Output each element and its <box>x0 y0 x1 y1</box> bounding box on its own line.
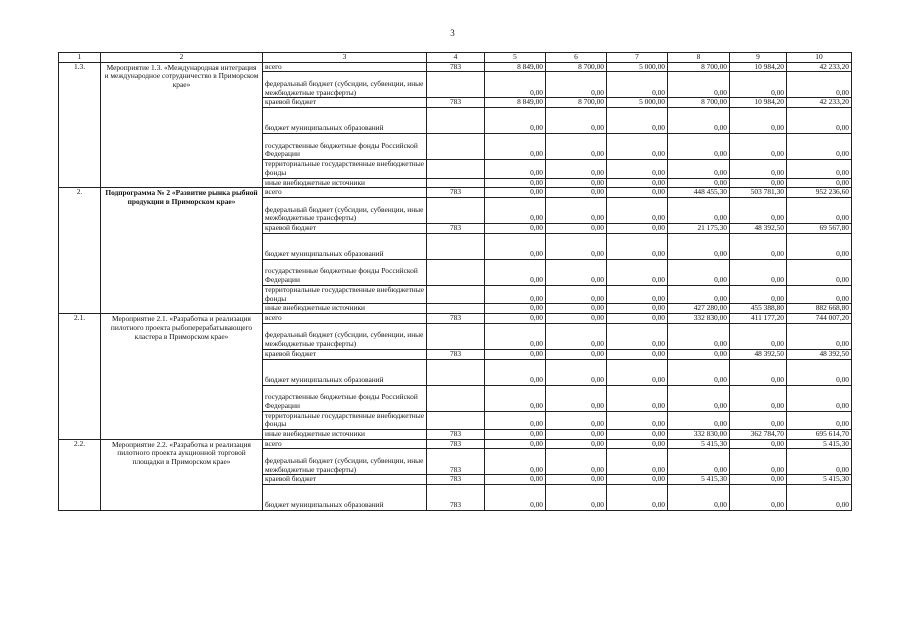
page-number: 3 <box>450 28 455 38</box>
header-cell: 6 <box>546 53 607 63</box>
amount-cell: 0,00 <box>485 485 546 511</box>
amount-cell: 952 236,60 <box>787 188 852 198</box>
amount-cell: 0,00 <box>730 485 787 511</box>
amount-cell: 8 700,00 <box>546 62 607 72</box>
funding-source: краевой бюджет <box>263 224 427 234</box>
amount-cell: 0,00 <box>730 72 787 98</box>
amount-cell: 0,00 <box>787 385 852 411</box>
table-row <box>59 314 852 324</box>
amount-cell: 695 614,70 <box>787 430 852 440</box>
amount-cell: 0,00 <box>730 198 787 224</box>
amount-cell: 0,00 <box>607 485 668 511</box>
budget-code: 783 <box>427 449 485 475</box>
budget-code <box>427 72 485 98</box>
amount-cell: 332 830,00 <box>668 430 730 440</box>
amount-cell: 0,00 <box>546 188 607 198</box>
item-number: 2. <box>59 188 101 314</box>
amount-cell: 5 415,30 <box>668 439 730 449</box>
amount-cell: 0,00 <box>485 224 546 234</box>
table-row <box>59 188 852 198</box>
header-cell: 2 <box>101 53 263 63</box>
amount-cell: 0,00 <box>730 439 787 449</box>
amount-cell: 5 000,00 <box>607 62 668 72</box>
amount-cell: 0,00 <box>668 134 730 160</box>
table-row <box>59 62 852 72</box>
amount-cell: 0,00 <box>485 304 546 314</box>
amount-cell: 0,00 <box>607 72 668 98</box>
amount-cell: 0,00 <box>668 449 730 475</box>
amount-cell: 0,00 <box>607 233 668 259</box>
amount-cell: 0,00 <box>787 160 852 178</box>
budget-code <box>427 178 485 188</box>
header-cell: 5 <box>485 53 546 63</box>
amount-cell: 0,00 <box>607 134 668 160</box>
budget-code: 783 <box>427 188 485 198</box>
budget-code: 783 <box>427 224 485 234</box>
header-cell: 10 <box>787 53 852 63</box>
amount-cell: 0,00 <box>787 178 852 188</box>
amount-cell: 0,00 <box>546 304 607 314</box>
amount-cell: 0,00 <box>787 323 852 349</box>
amount-cell: 0,00 <box>787 449 852 475</box>
amount-cell: 0,00 <box>485 430 546 440</box>
funding-source: территориальные государственные внебюджетные фонды <box>263 411 427 429</box>
budget-code <box>427 323 485 349</box>
amount-cell: 8 700,00 <box>668 98 730 108</box>
budget-code <box>427 108 485 134</box>
amount-cell: 0,00 <box>787 198 852 224</box>
amount-cell: 332 830,00 <box>668 314 730 324</box>
header-cell: 8 <box>668 53 730 63</box>
amount-cell: 0,00 <box>668 411 730 429</box>
amount-cell: 48 392,50 <box>730 224 787 234</box>
amount-cell: 0,00 <box>607 108 668 134</box>
funding-source: бюджет муниципальных образований <box>263 359 427 385</box>
amount-cell: 0,00 <box>730 134 787 160</box>
amount-cell: 0,00 <box>485 233 546 259</box>
amount-cell: 42 233,20 <box>787 62 852 72</box>
amount-cell: 0,00 <box>546 349 607 359</box>
amount-cell: 0,00 <box>607 349 668 359</box>
budget-code <box>427 134 485 160</box>
budget-code <box>427 411 485 429</box>
funding-source: краевой бюджет <box>263 349 427 359</box>
budget-code: 783 <box>427 485 485 511</box>
amount-cell: 0,00 <box>546 323 607 349</box>
amount-cell: 69 567,80 <box>787 224 852 234</box>
amount-cell: 8 849,00 <box>485 98 546 108</box>
amount-cell: 5 415,30 <box>668 475 730 485</box>
amount-cell: 448 455,30 <box>668 188 730 198</box>
amount-cell: 0,00 <box>787 485 852 511</box>
funding-source: государственные бюджетные фонды Российской Федерации <box>263 134 427 160</box>
table-row <box>59 439 852 449</box>
amount-cell: 0,00 <box>607 439 668 449</box>
amount-cell: 0,00 <box>546 259 607 285</box>
amount-cell: 0,00 <box>787 259 852 285</box>
amount-cell: 0,00 <box>607 430 668 440</box>
amount-cell: 0,00 <box>787 285 852 303</box>
amount-cell: 48 392,50 <box>787 349 852 359</box>
header-cell: 4 <box>427 53 485 63</box>
budget-code <box>427 304 485 314</box>
amount-cell: 0,00 <box>485 160 546 178</box>
funding-source: государственные бюджетные фонды Российской Федерации <box>263 259 427 285</box>
funding-source: бюджет муниципальных образований <box>263 485 427 511</box>
amount-cell: 0,00 <box>787 72 852 98</box>
amount-cell: 0,00 <box>668 160 730 178</box>
amount-cell: 0,00 <box>607 259 668 285</box>
amount-cell: 0,00 <box>668 178 730 188</box>
funding-source: краевой бюджет <box>263 475 427 485</box>
budget-code <box>427 285 485 303</box>
amount-cell: 48 392,50 <box>730 349 787 359</box>
amount-cell: 0,00 <box>730 449 787 475</box>
funding-source: всего <box>263 188 427 198</box>
amount-cell: 411 177,20 <box>730 314 787 324</box>
budget-code: 783 <box>427 314 485 324</box>
table-body <box>59 53 852 511</box>
amount-cell: 0,00 <box>546 430 607 440</box>
budget-code <box>427 259 485 285</box>
amount-cell: 0,00 <box>730 160 787 178</box>
amount-cell: 0,00 <box>546 72 607 98</box>
amount-cell: 0,00 <box>485 411 546 429</box>
amount-cell: 0,00 <box>607 449 668 475</box>
amount-cell: 0,00 <box>546 385 607 411</box>
amount-cell: 0,00 <box>668 233 730 259</box>
amount-cell: 0,00 <box>485 475 546 485</box>
amount-cell: 0,00 <box>546 314 607 324</box>
funding-source: территориальные государственные внебюджетные фонды <box>263 285 427 303</box>
amount-cell: 0,00 <box>668 285 730 303</box>
amount-cell: 8 700,00 <box>546 98 607 108</box>
amount-cell: 0,00 <box>607 359 668 385</box>
amount-cell: 0,00 <box>730 178 787 188</box>
amount-cell: 0,00 <box>730 475 787 485</box>
amount-cell: 0,00 <box>607 323 668 349</box>
funding-source: государственные бюджетные фонды Российской Федерации <box>263 385 427 411</box>
item-title: Подпрограмма № 2 «Развитие рынка рыбной продукции в Приморском крае» <box>101 188 263 314</box>
item-number: 1.3. <box>59 62 101 188</box>
header-row <box>59 53 852 63</box>
amount-cell: 0,00 <box>485 259 546 285</box>
amount-cell: 0,00 <box>546 160 607 178</box>
amount-cell: 42 233,20 <box>787 98 852 108</box>
amount-cell: 5 415,30 <box>787 475 852 485</box>
amount-cell: 0,00 <box>546 233 607 259</box>
amount-cell: 0,00 <box>730 411 787 429</box>
amount-cell: 455 388,80 <box>730 304 787 314</box>
funding-source: бюджет муниципальных образований <box>263 233 427 259</box>
amount-cell: 0,00 <box>607 188 668 198</box>
amount-cell: 0,00 <box>668 485 730 511</box>
amount-cell: 0,00 <box>485 198 546 224</box>
amount-cell: 0,00 <box>485 285 546 303</box>
amount-cell: 0,00 <box>546 475 607 485</box>
amount-cell: 10 984,20 <box>730 62 787 72</box>
header-cell: 1 <box>59 53 101 63</box>
amount-cell: 0,00 <box>485 359 546 385</box>
amount-cell: 0,00 <box>787 134 852 160</box>
item-title: Мероприятие 2.2. «Разработка и реализация пилотного проекта аукционной торговой площадки в Приморском крае» <box>101 439 263 510</box>
amount-cell: 5 000,00 <box>607 98 668 108</box>
budget-code: 783 <box>427 62 485 72</box>
funding-source: федеральный бюджет (субсидии, субвенции, иные межбюджетные трансферты) <box>263 72 427 98</box>
amount-cell: 0,00 <box>485 323 546 349</box>
header-cell: 7 <box>607 53 668 63</box>
budget-code: 783 <box>427 475 485 485</box>
amount-cell: 0,00 <box>668 198 730 224</box>
funding-source: всего <box>263 439 427 449</box>
amount-cell: 0,00 <box>730 259 787 285</box>
amount-cell: 0,00 <box>607 314 668 324</box>
amount-cell: 0,00 <box>546 485 607 511</box>
funding-source: федеральный бюджет (субсидии, субвенции, иные межбюджетные трансферты) <box>263 449 427 475</box>
amount-cell: 0,00 <box>546 108 607 134</box>
amount-cell: 0,00 <box>787 359 852 385</box>
amount-cell: 882 668,80 <box>787 304 852 314</box>
amount-cell: 0,00 <box>485 349 546 359</box>
funding-source: территориальные государственные внебюджетные фонды <box>263 160 427 178</box>
amount-cell: 0,00 <box>485 108 546 134</box>
item-number: 2.2. <box>59 439 101 510</box>
amount-cell: 0,00 <box>668 72 730 98</box>
funding-source: иные внебюджетные источники <box>263 304 427 314</box>
amount-cell: 0,00 <box>607 224 668 234</box>
amount-cell: 0,00 <box>787 233 852 259</box>
amount-cell: 0,00 <box>787 108 852 134</box>
amount-cell: 0,00 <box>668 259 730 285</box>
amount-cell: 427 280,00 <box>668 304 730 314</box>
budget-code: 783 <box>427 98 485 108</box>
funding-source: иные внебюджетные источники <box>263 430 427 440</box>
amount-cell: 0,00 <box>607 304 668 314</box>
amount-cell: 0,00 <box>730 385 787 411</box>
amount-cell: 21 175,30 <box>668 224 730 234</box>
budget-code <box>427 233 485 259</box>
amount-cell: 0,00 <box>485 314 546 324</box>
header-cell: 9 <box>730 53 787 63</box>
amount-cell: 0,00 <box>730 323 787 349</box>
amount-cell: 0,00 <box>546 178 607 188</box>
amount-cell: 0,00 <box>485 385 546 411</box>
amount-cell: 0,00 <box>607 285 668 303</box>
budget-code: 783 <box>427 439 485 449</box>
amount-cell: 0,00 <box>668 349 730 359</box>
amount-cell: 362 784,70 <box>730 430 787 440</box>
amount-cell: 0,00 <box>485 72 546 98</box>
amount-cell: 0,00 <box>787 411 852 429</box>
budget-code <box>427 160 485 178</box>
header-cell: 3 <box>263 53 427 63</box>
amount-cell: 0,00 <box>730 359 787 385</box>
amount-cell: 0,00 <box>546 134 607 160</box>
amount-cell: 0,00 <box>546 285 607 303</box>
amount-cell: 10 984,20 <box>730 98 787 108</box>
budget-code <box>427 359 485 385</box>
amount-cell: 0,00 <box>546 198 607 224</box>
amount-cell: 0,00 <box>546 439 607 449</box>
item-title: Мероприятие 2.1. «Разработка и реализация пилотного проекта рыбоперерабатывающего кластера в Приморском крае» <box>101 314 263 440</box>
funding-source: краевой бюджет <box>263 98 427 108</box>
amount-cell: 0,00 <box>485 188 546 198</box>
budget-code: 783 <box>427 349 485 359</box>
amount-cell: 0,00 <box>546 411 607 429</box>
funding-source: бюджет муниципальных образований <box>263 108 427 134</box>
amount-cell: 0,00 <box>485 439 546 449</box>
amount-cell: 744 007,20 <box>787 314 852 324</box>
amount-cell: 5 415,30 <box>787 439 852 449</box>
budget-code <box>427 198 485 224</box>
amount-cell: 0,00 <box>485 134 546 160</box>
item-number: 2.1. <box>59 314 101 440</box>
budget-code <box>427 385 485 411</box>
amount-cell: 503 781,30 <box>730 188 787 198</box>
amount-cell: 0,00 <box>546 224 607 234</box>
amount-cell: 0,00 <box>607 178 668 188</box>
amount-cell: 0,00 <box>730 108 787 134</box>
amount-cell: 0,00 <box>668 359 730 385</box>
amount-cell: 0,00 <box>668 108 730 134</box>
budget-code: 783 <box>427 430 485 440</box>
amount-cell: 0,00 <box>668 385 730 411</box>
amount-cell: 0,00 <box>730 285 787 303</box>
amount-cell: 0,00 <box>485 449 546 475</box>
amount-cell: 0,00 <box>607 385 668 411</box>
funding-source: федеральный бюджет (субсидии, субвенции, иные межбюджетные трансферты) <box>263 323 427 349</box>
funding-source: всего <box>263 314 427 324</box>
funding-source: федеральный бюджет (субсидии, субвенции, иные межбюджетные трансферты) <box>263 198 427 224</box>
amount-cell: 0,00 <box>485 178 546 188</box>
amount-cell: 0,00 <box>607 198 668 224</box>
funding-source: всего <box>263 62 427 72</box>
amount-cell: 8 700,00 <box>668 62 730 72</box>
amount-cell: 0,00 <box>668 323 730 349</box>
item-title: Мероприятие 1.3. «Международная интеграция и международное сотрудничество в Приморском крае» <box>101 62 263 188</box>
amount-cell: 0,00 <box>607 411 668 429</box>
amount-cell: 0,00 <box>730 233 787 259</box>
amount-cell: 0,00 <box>607 160 668 178</box>
amount-cell: 8 849,00 <box>485 62 546 72</box>
budget-table <box>58 52 852 511</box>
amount-cell: 0,00 <box>607 475 668 485</box>
funding-source: иные внебюджетные источники <box>263 178 427 188</box>
amount-cell: 0,00 <box>546 359 607 385</box>
amount-cell: 0,00 <box>546 449 607 475</box>
